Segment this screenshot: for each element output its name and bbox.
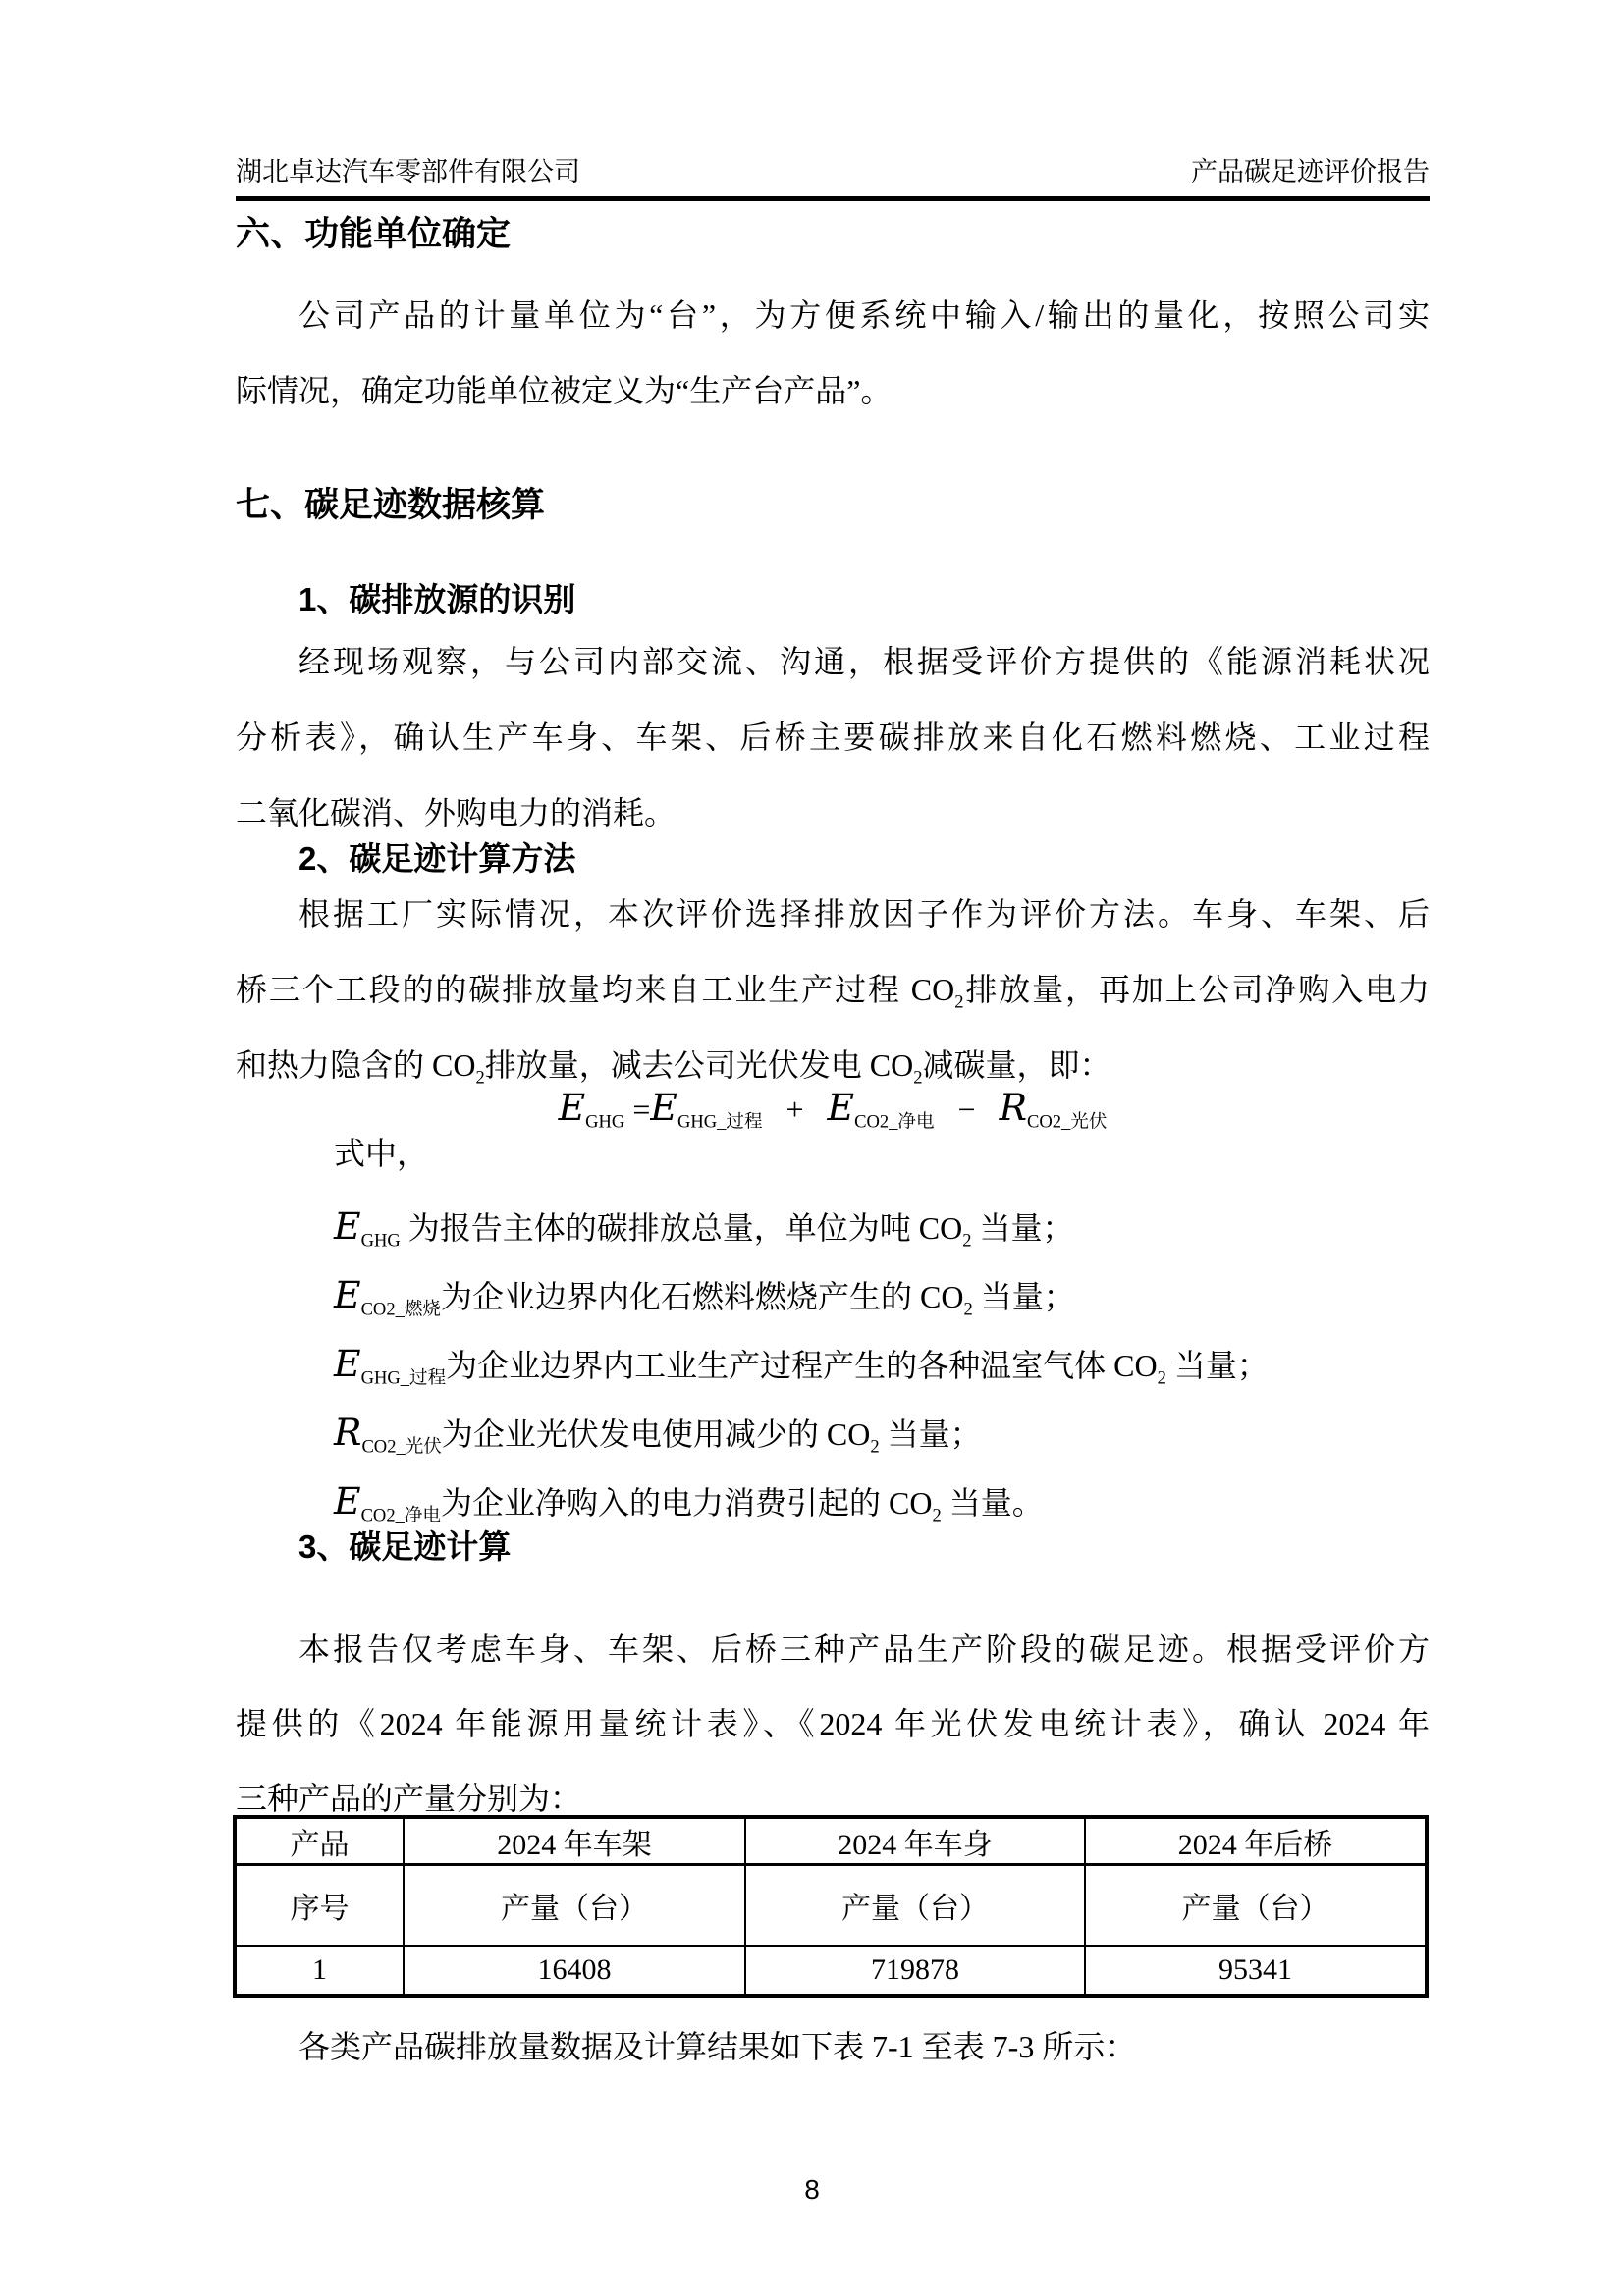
section-6-paragraph bbox=[236, 278, 1430, 429]
emission-source-paragraph bbox=[236, 624, 1430, 851]
subscript: CO2_燃烧 bbox=[360, 1299, 441, 1320]
subsection-2-title: 2、碳足迹计算方法 bbox=[298, 840, 576, 877]
subscript: 2 bbox=[475, 1067, 485, 1089]
formula-symbol: E bbox=[650, 1086, 677, 1129]
subscript: 2 bbox=[913, 1067, 923, 1089]
ghg-formula: $E_{GHG} =E_{GHG\_过程} + E_{CO2\_净电} - R_{CO2\_光伏}$ bbox=[558, 1086, 1108, 1133]
subscript: 2 bbox=[954, 991, 964, 1013]
table-cell-serial-label: 序号 bbox=[235, 1865, 404, 1947]
subscript: CO2_光伏 bbox=[1027, 1111, 1108, 1133]
formula-symbol: E bbox=[334, 1342, 361, 1385]
subsection-3-title: 3、碳足迹计算 bbox=[298, 1528, 512, 1565]
definition-line: $E_{GHG\_过程}$为企业边界内工业生产过程产生的各种温室气体 $CO_2$ 当量； bbox=[334, 1342, 1269, 1389]
definition-line: $E_{CO2\_净电}$为企业净购入的电力消费引起的 $CO_2$ 当量。 bbox=[334, 1479, 1044, 1526]
paragraph-line: 提供的《2024 年能源用量统计表》、《2024 年光伏发电统计表》，确认 2024 年 bbox=[236, 1706, 1430, 1741]
table-cell-frame-output: 16408 bbox=[404, 1946, 745, 1996]
paragraph-line: 分析表》，确认生产车身、车架、后桥主要碳排放来自化石燃料燃烧、工业过程 bbox=[236, 720, 1430, 755]
header-company-name: 湖北卓达汽车零部件有限公司 bbox=[236, 157, 580, 187]
subscript: GHG_过程 bbox=[677, 1111, 763, 1133]
table-label-row bbox=[235, 1865, 1427, 1947]
table-cell-output-label: 产量（台） bbox=[404, 1865, 745, 1947]
formula-symbol: E bbox=[558, 1086, 586, 1129]
subscript: CO2_净电 bbox=[360, 1505, 441, 1526]
subscript: GHG bbox=[585, 1111, 625, 1133]
calculation-method-paragraph bbox=[236, 877, 1430, 1103]
subsection-1-title: 1、碳排放源的识别 bbox=[298, 581, 576, 617]
paragraph-line: 各类产品碳排放量数据及计算结果如下表 7-1 至表 7-3 所示： bbox=[298, 2029, 1137, 2064]
formula-symbol: E bbox=[334, 1273, 361, 1316]
table-cell-body-output: 719878 bbox=[745, 1946, 1085, 1996]
definition-line: $R_{CO2\_光伏}$为企业光伏发电使用减少的 $CO_2$ 当量； bbox=[334, 1411, 982, 1458]
definition-line: $E_{CO2\_燃烧}$为企业边界内化石燃料燃烧产生的 $CO_2$ 当量； bbox=[334, 1273, 1075, 1320]
table-cell-output-label: 产量（台） bbox=[1085, 1865, 1427, 1947]
formula-symbol: E bbox=[334, 1204, 361, 1248]
formula-symbol: E bbox=[334, 1479, 361, 1522]
subscript: CO2_光伏 bbox=[361, 1436, 442, 1458]
formula-definitions bbox=[334, 1193, 1434, 1536]
paragraph-line: 根据工厂实际情况，本次评价选择排放因子作为评价方法。车身、车架、后 bbox=[298, 896, 1430, 932]
subscript: GHG_过程 bbox=[360, 1367, 447, 1389]
formula-symbol: E bbox=[827, 1086, 855, 1129]
paragraph-line: 经现场观察，与公司内部交流、沟通，根据受评价方提供的《能源消耗状况 bbox=[298, 644, 1430, 679]
table-cell-serial-value: 1 bbox=[235, 1946, 404, 1996]
paragraph-line: 际情况，确定功能单位被定义为“生产台产品”。 bbox=[236, 373, 893, 408]
formula-symbol: R bbox=[334, 1411, 362, 1454]
production-table bbox=[233, 1815, 1429, 1998]
definition-line: $E_{GHG}$ 为报告主体的碳排放总量，单位为吨 $CO_2$ 当量； bbox=[334, 1204, 1074, 1252]
paragraph-line: 三种产品的产量分别为： bbox=[236, 1781, 582, 1816]
formula-symbol: R bbox=[999, 1086, 1027, 1129]
table-cell-output-label: 产量（台） bbox=[745, 1865, 1085, 1947]
subscript: GHG bbox=[360, 1230, 401, 1252]
table-data-row bbox=[235, 1946, 1427, 1996]
subscript: 2 bbox=[1157, 1367, 1166, 1389]
paragraph-line: 公司产品的计量单位为“台”，为方便系统中输入/输出的量化，按照公司实 bbox=[298, 297, 1430, 333]
page-header bbox=[236, 143, 1430, 201]
paragraph-line: 桥三个工段的的碳排放量均来自工业生产过程 $CO_2$排放量，再加上公司净购入电力 bbox=[236, 972, 1430, 1013]
subscript: CO2_净电 bbox=[854, 1111, 935, 1133]
footprint-calculation-paragraph bbox=[236, 1612, 1430, 1836]
subscript: 2 bbox=[870, 1436, 880, 1458]
section-6-title: 六、功能单位确定 bbox=[236, 215, 512, 253]
table-cell-product: 产品 bbox=[235, 1817, 404, 1865]
paragraph-line: 二氧化碳消、外购电力的消耗。 bbox=[236, 795, 677, 830]
header-report-title: 产品碳足迹评价报告 bbox=[1191, 157, 1430, 187]
subscript: 2 bbox=[962, 1230, 972, 1252]
section-7-title: 七、碳足迹数据核算 bbox=[236, 486, 546, 524]
formula-where-label: 式中， bbox=[334, 1136, 429, 1171]
paragraph-line: 和热力隐含的 $CO_2$排放量，减去公司光伏发电 $CO_2$减碳量，即： bbox=[236, 1047, 1111, 1089]
table-cell-axle-output: 95341 bbox=[1085, 1946, 1427, 1996]
table-cell-axle-2024: 2024 年后桥 bbox=[1085, 1817, 1427, 1865]
paragraph-line: 本报告仅考虑车身、车架、后桥三种产品生产阶段的碳足迹。根据受评价方 bbox=[298, 1631, 1430, 1667]
closing-paragraph bbox=[236, 2014, 1430, 2079]
subscript: 2 bbox=[963, 1299, 973, 1320]
table-cell-body-2024: 2024 年车身 bbox=[745, 1817, 1085, 1865]
page-number: 8 bbox=[804, 2174, 820, 2205]
table-cell-frame-2024: 2024 年车架 bbox=[404, 1817, 745, 1865]
table-header-row bbox=[235, 1817, 1427, 1865]
subscript: 2 bbox=[932, 1505, 942, 1526]
